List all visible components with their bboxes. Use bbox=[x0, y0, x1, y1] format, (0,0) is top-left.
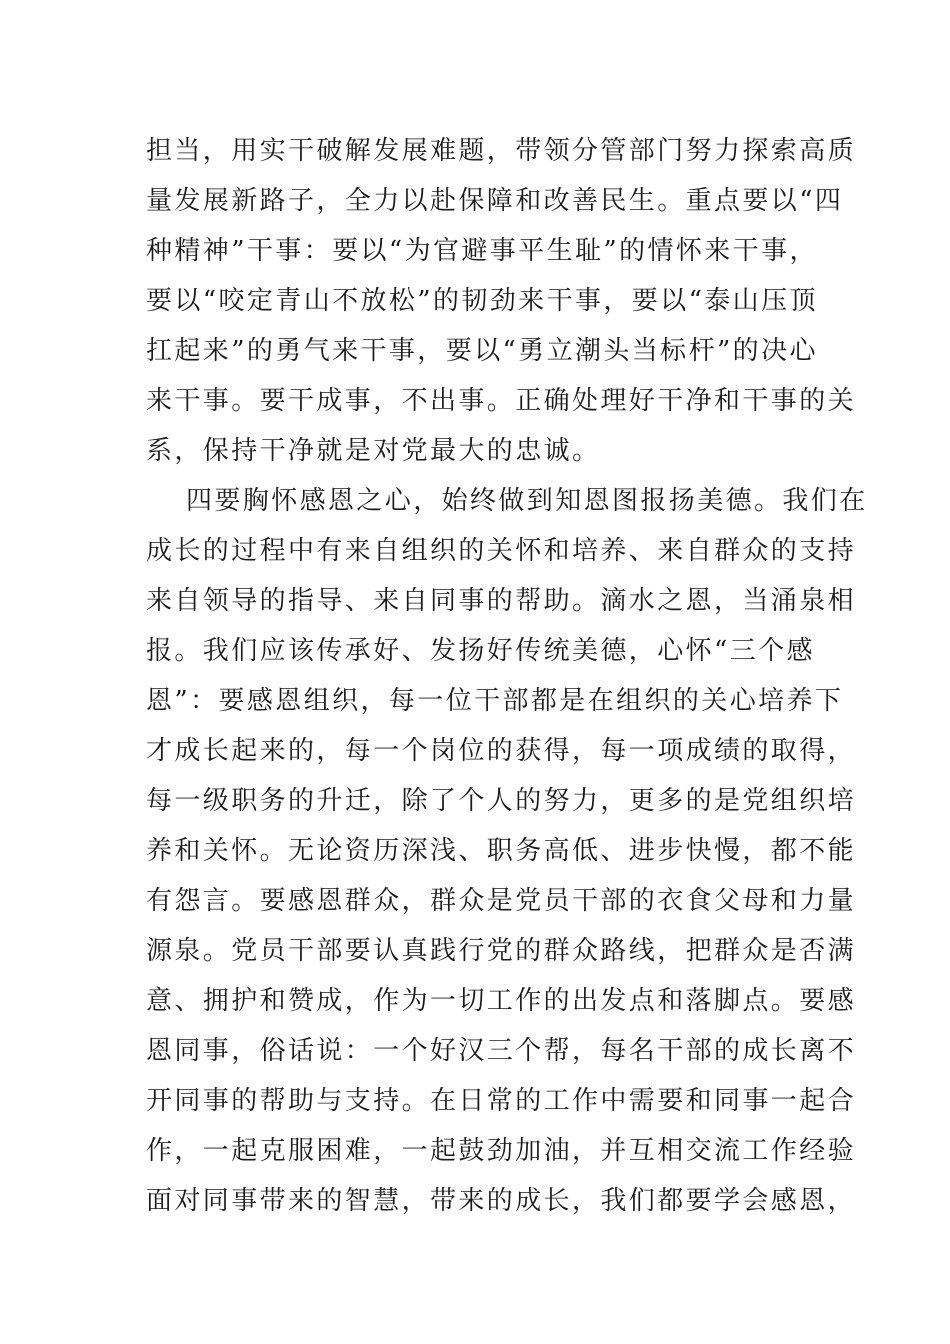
text-line: 系，保持干净就是对党最大的忠诚。 bbox=[146, 436, 601, 466]
text-line: 报。我们应该传承好、发扬好传统美德，心怀“三个感 bbox=[146, 636, 815, 666]
paragraph-start-line: 四要胸怀感恩之心，始终做到知恩图报扬美德。我们在 bbox=[186, 486, 868, 516]
text-line: 来干事。要干成事，不出事。正确处理好干净和干事的关 bbox=[146, 386, 857, 416]
text-line: 养和关怀。无论资历深浅、职务高低、进步快慢，都不能 bbox=[146, 836, 857, 866]
text-line: 作，一起克服困难，一起鼓劲加油，并互相交流工作经验 bbox=[146, 1136, 857, 1166]
text-line: 有怨言。要感恩群众，群众是党员干部的衣食父母和力量 bbox=[146, 886, 857, 916]
text-line: 面对同事带来的智慧，带来的成长，我们都要学会感恩， bbox=[146, 1186, 857, 1216]
text-line: 要以“咬定青山不放松”的韧劲来干事，要以“泰山压顶 bbox=[146, 286, 818, 316]
text-line: 每一级职务的升迁，除了个人的努力，更多的是党组织培 bbox=[146, 786, 857, 816]
text-line: 来自领导的指导、来自同事的帮助。滴水之恩，当涌泉相 bbox=[146, 586, 857, 616]
text-line: 种精神”干事：要以“为官避事平生耻”的情怀来干事， bbox=[146, 236, 818, 266]
text-line: 恩”：要感恩组织，每一位干部都是在组织的关心培养下 bbox=[146, 686, 844, 716]
text-line: 意、拥护和赞成，作为一切工作的出发点和落脚点。要感 bbox=[146, 986, 857, 1016]
text-line: 成长的过程中有来自组织的关怀和培养、来自群众的支持 bbox=[146, 536, 857, 566]
text-line: 源泉。党员干部要认真践行党的群众路线，把群众是否满 bbox=[146, 936, 857, 966]
text-line: 担当，用实干破解发展难题，带领分管部门努力探索高质 bbox=[146, 136, 857, 166]
text-line: 开同事的帮助与支持。在日常的工作中需要和同事一起合 bbox=[146, 1086, 857, 1116]
text-line: 量发展新路子，全力以赴保障和改善民生。重点要以“四 bbox=[146, 186, 844, 216]
text-line: 扛起来”的勇气来干事，要以“勇立潮头当标杆”的决心 bbox=[146, 336, 818, 366]
text-line: 才成长起来的，每一个岗位的获得，每一项成绩的取得， bbox=[146, 736, 857, 766]
text-line: 恩同事，俗话说：一个好汉三个帮，每名干部的成长离不 bbox=[146, 1036, 857, 1066]
